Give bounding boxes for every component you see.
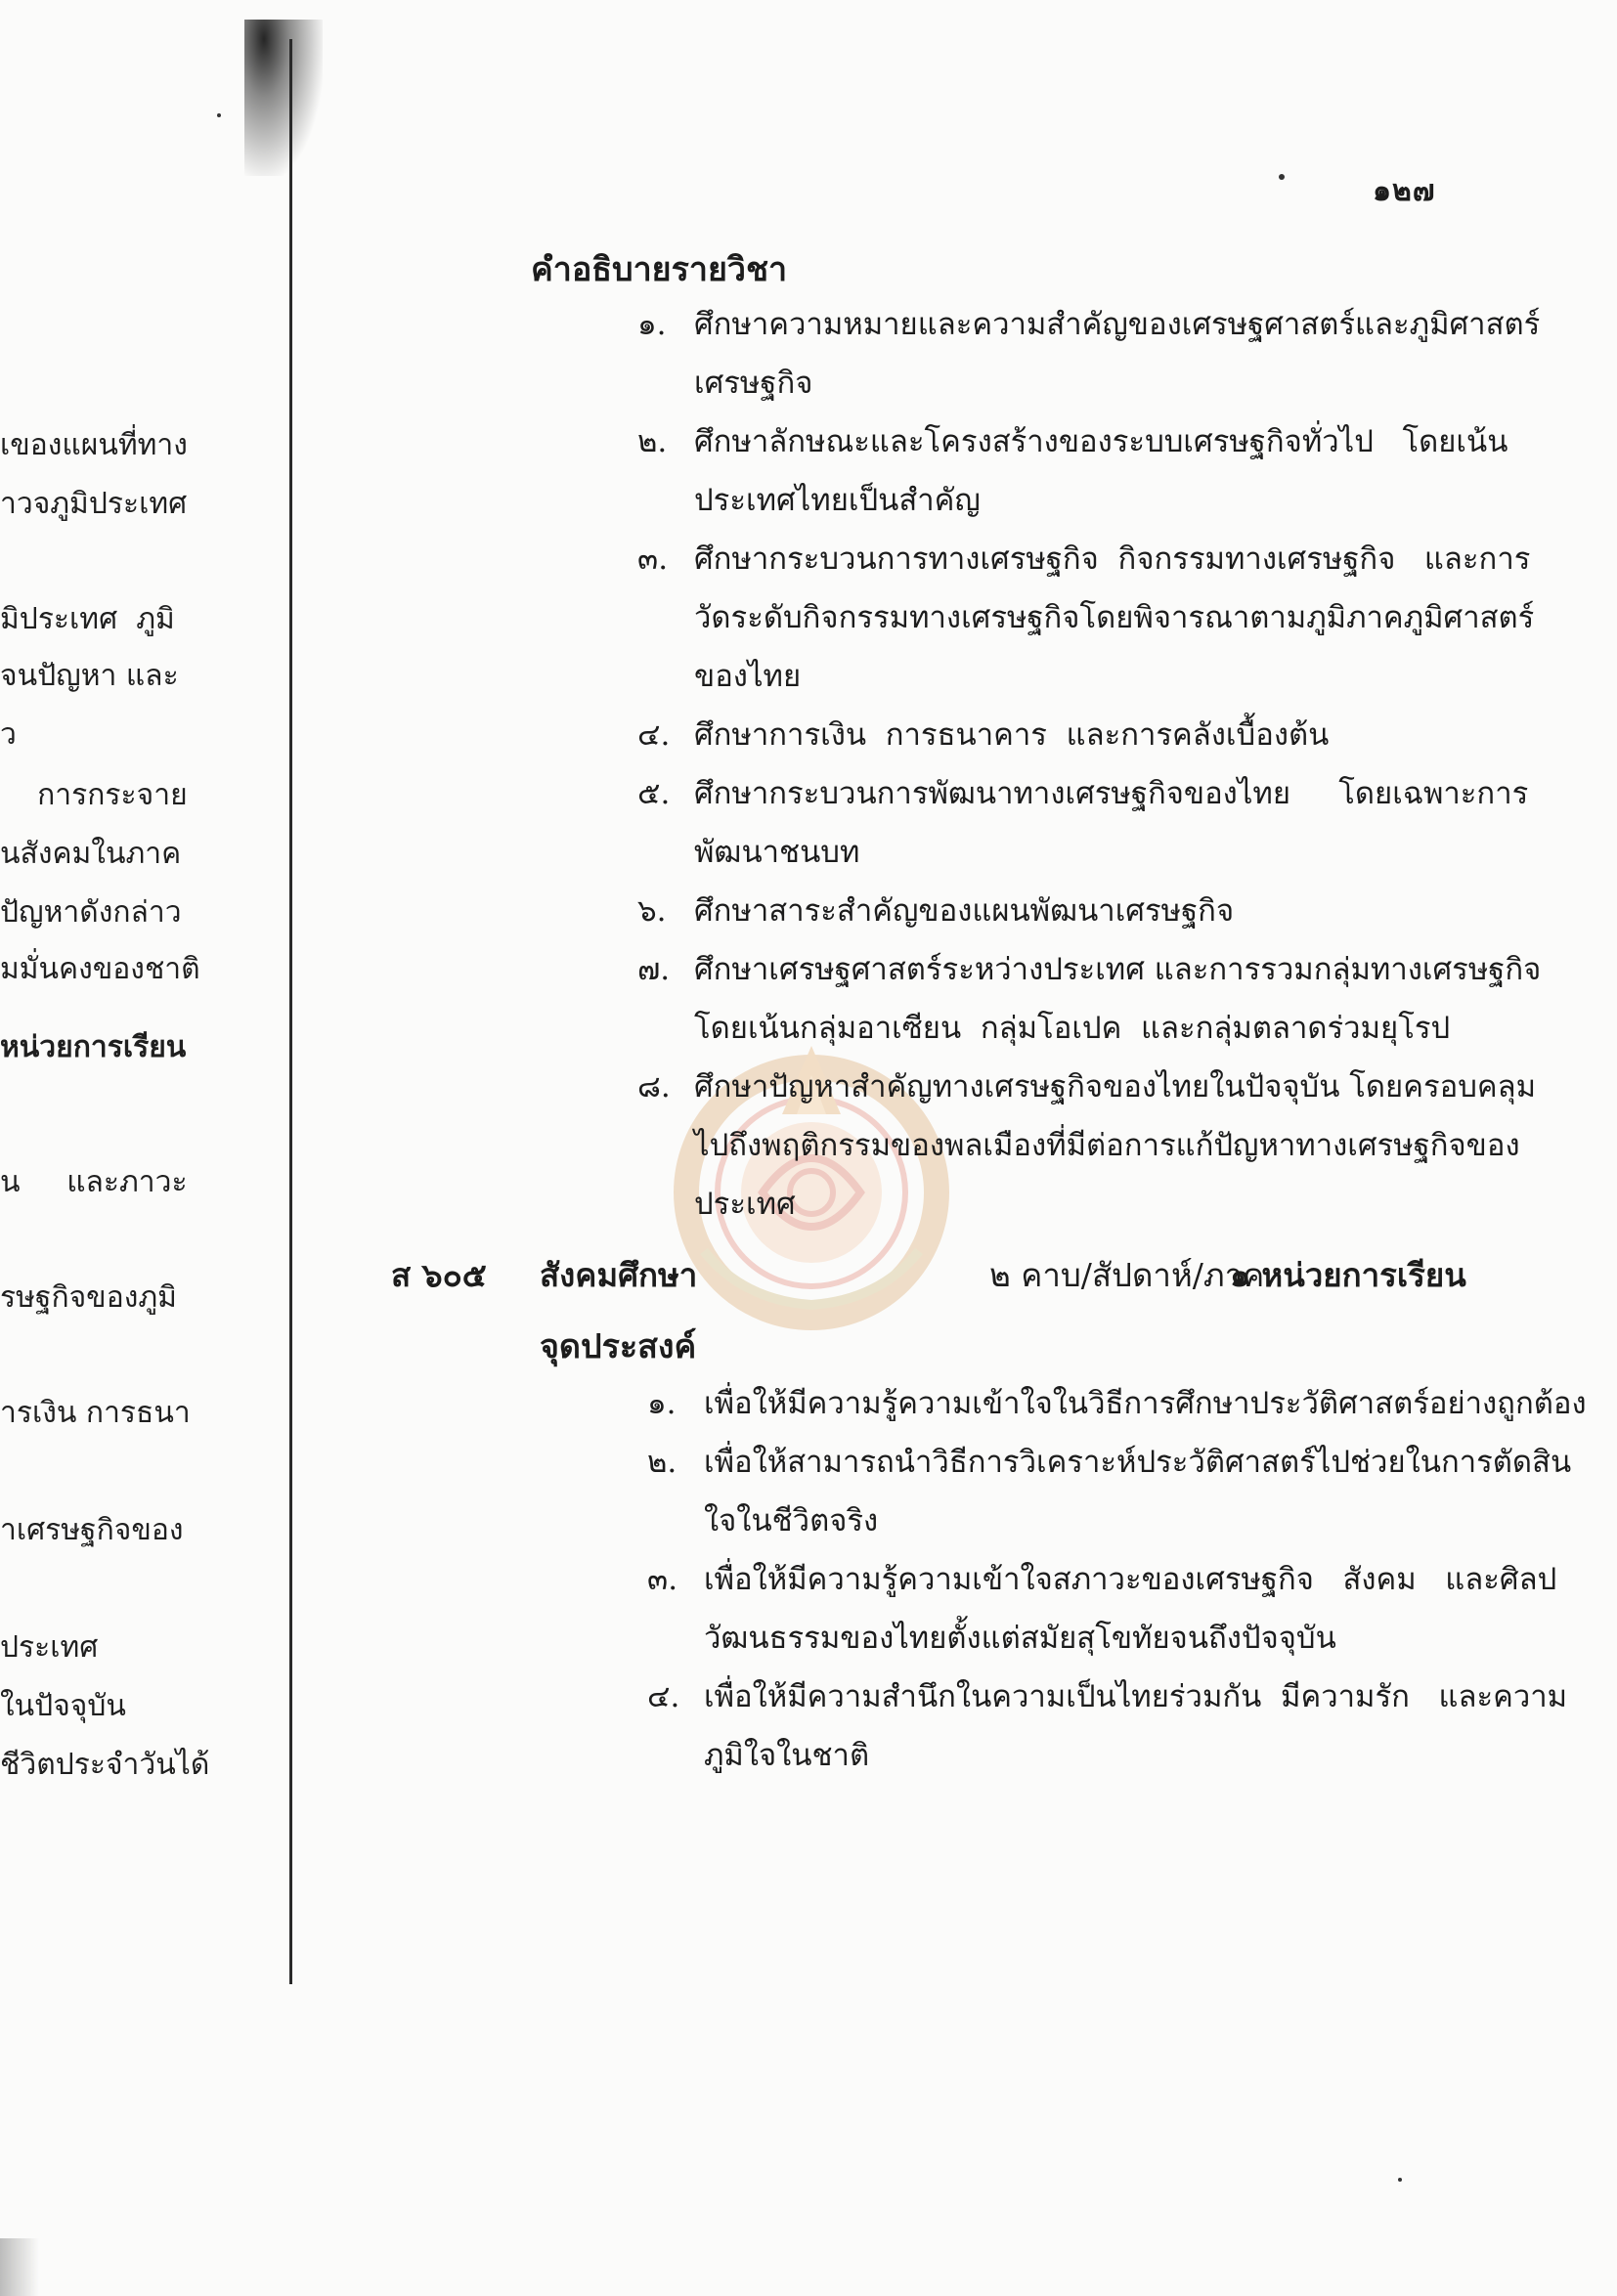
- scan-speck: [1279, 174, 1285, 180]
- list-item: [637, 412, 1508, 530]
- item-text-line: ศึกษาเศรษฐศาสตร์ระหว่างประเทศ และการรวมกลุ่มทางเศรษฐกิจ: [694, 952, 1542, 987]
- margin-fragment: ในปัจจุบัน: [0, 1689, 126, 1723]
- objectives-heading: จุดประสงค์: [540, 1327, 697, 1366]
- list-item: [637, 764, 1529, 882]
- scan-speck: [217, 113, 221, 117]
- item-number: ๖.: [637, 893, 667, 929]
- margin-fragment: าวจภูมิประเทศ: [0, 487, 188, 521]
- margin-fragment: ชีวิตประจำวันได้: [0, 1748, 210, 1782]
- list-item: [647, 1550, 1557, 1668]
- margin-fragment: ปัญหาดังกล่าว: [0, 895, 182, 930]
- item-text-line: เพื่อให้มีความรู้ความเข้าใจสภาวะของเศรษฐกิจ สังคม และศิลป: [704, 1562, 1557, 1597]
- margin-fragment: มมั่นคงของชาติ: [0, 952, 200, 986]
- list-item: [647, 1433, 1572, 1550]
- item-text-line: ศึกษากระบวนการทางเศรษฐกิจ กิจกรรมทางเศรษฐกิจ และการ: [694, 542, 1531, 577]
- margin-fragment: ประเทศ: [0, 1630, 99, 1665]
- margin-fragment: การกระจาย: [0, 778, 188, 812]
- page-number: ๑๒๗: [1373, 174, 1436, 208]
- item-text-line: ศึกษาสาระสำคัญของแผนพัฒนาเศรษฐกิจ: [694, 893, 1235, 929]
- item-text-line: ของไทย: [694, 659, 802, 694]
- item-text-line: ศึกษาการเงิน การธนาคาร และการคลังเบื้องต้น: [694, 717, 1330, 753]
- item-text-line: ไปถึงพฤติกรรมของพลเมืองที่มีต่อการแก้ปัญหาทางเศรษฐกิจของ: [694, 1128, 1520, 1163]
- item-text-line: ศึกษาลักษณะและโครงสร้างของระบบเศรษฐกิจทั่วไป โดยเน้น: [694, 424, 1508, 459]
- margin-fragment: เของแผนที่ทาง: [0, 428, 188, 462]
- item-number: ๗.: [637, 952, 671, 987]
- item-text-line: เพื่อให้มีความสำนึกในความเป็นไทยร่วมกัน มีความรัก และความ: [704, 1679, 1568, 1714]
- item-number: ๔.: [647, 1679, 680, 1714]
- item-number: ๘.: [637, 1069, 671, 1105]
- item-text-line: เพื่อให้สามารถนำวิธีการวิเคราะห์ประวัติศาสตร์ไปช่วยในการตัดสิน: [704, 1445, 1572, 1480]
- margin-fragment: นสังคมในภาค: [0, 837, 182, 871]
- item-text-line: ภูมิใจในชาติ: [704, 1738, 870, 1773]
- item-text-line: วัดระดับกิจกรรมทางเศรษฐกิจโดยพิจารณาตามภูมิภาคภูมิศาสตร์: [694, 600, 1535, 635]
- item-text-line: ศึกษาปัญหาสำคัญทางเศรษฐกิจของไทยในปัจจุบัน โดยครอบคลุม: [694, 1069, 1537, 1105]
- item-number: ๓.: [637, 542, 669, 577]
- margin-fragment: ว: [0, 717, 17, 752]
- margin-fragment: น และภาวะ: [0, 1165, 188, 1199]
- item-text-line: ประเทศไทยเป็นสำคัญ: [694, 483, 981, 518]
- item-text-line: โดยเน้นกลุ่มอาเซียน กลุ่มโอเปค และกลุ่มตลาดร่วมยุโรป: [694, 1011, 1451, 1046]
- margin-fragment: รษฐกิจของภูมิ: [0, 1280, 177, 1315]
- item-number: ๓.: [647, 1562, 678, 1597]
- item-number: ๒.: [637, 424, 668, 459]
- margin-fragment: จนปัญหา และ: [0, 659, 179, 693]
- binding-shadow: [244, 20, 323, 176]
- list-item: [637, 1058, 1537, 1234]
- item-text-line: ศึกษาความหมายและความสำคัญของเศรษฐศาสตร์และภูมิศาสตร์: [694, 307, 1541, 342]
- binding-gutter-line: [289, 39, 292, 1984]
- item-number: ๒.: [647, 1445, 677, 1480]
- item-text-line: ใจในชีวิตจริง: [704, 1503, 879, 1538]
- list-item: [637, 706, 1476, 764]
- margin-fragment: าเศรษฐกิจของ: [0, 1513, 184, 1547]
- list-item: [647, 1668, 1568, 1785]
- course-name: สังคมศึกษา: [540, 1256, 698, 1294]
- list-item: [637, 295, 1541, 412]
- item-number: ๑.: [637, 307, 667, 342]
- item-text-line: วัฒนธรรมของไทยตั้งแต่สมัยสุโขทัยจนถึงปัจจุบัน: [704, 1621, 1336, 1656]
- margin-fragment: หน่วยการเรียน: [0, 1030, 187, 1064]
- item-text-line: เพื่อให้มีความรู้ความเข้าใจในวิธีการศึกษาประวัติศาสตร์อย่างถูกต้อง: [704, 1386, 1587, 1421]
- scan-speck: [1398, 2178, 1402, 2182]
- list-item: [637, 882, 1476, 940]
- course-title-row: [391, 1249, 1486, 1308]
- item-number: ๔.: [637, 717, 671, 753]
- course-hours: ๒ คาบ/สัปดาห์/ภาค: [989, 1256, 1265, 1294]
- course-description-heading: คำอธิบายรายวิชา: [531, 250, 788, 289]
- list-item: [637, 940, 1542, 1058]
- item-number: ๑.: [647, 1386, 677, 1421]
- item-number: ๕.: [637, 776, 671, 811]
- scan-edge-shade: [0, 2238, 39, 2296]
- course-code: ส ๖๐๕: [391, 1256, 487, 1294]
- list-item: [647, 1374, 1587, 1433]
- item-text-line: พัฒนาชนบท: [694, 835, 860, 870]
- margin-fragment: ารเงิน การธนา: [0, 1396, 191, 1430]
- item-text-line: ประเทศ: [694, 1187, 796, 1222]
- margin-fragment: มิประเทศ ภูมิ: [0, 602, 175, 636]
- list-item: [637, 530, 1535, 706]
- course-credits: ๑ หน่วยการเรียน: [1230, 1256, 1466, 1294]
- item-text-line: ศึกษากระบวนการพัฒนาทางเศรษฐกิจของไทย โดยเฉพาะการ: [694, 776, 1529, 811]
- item-text-line: เศรษฐกิจ: [694, 366, 813, 401]
